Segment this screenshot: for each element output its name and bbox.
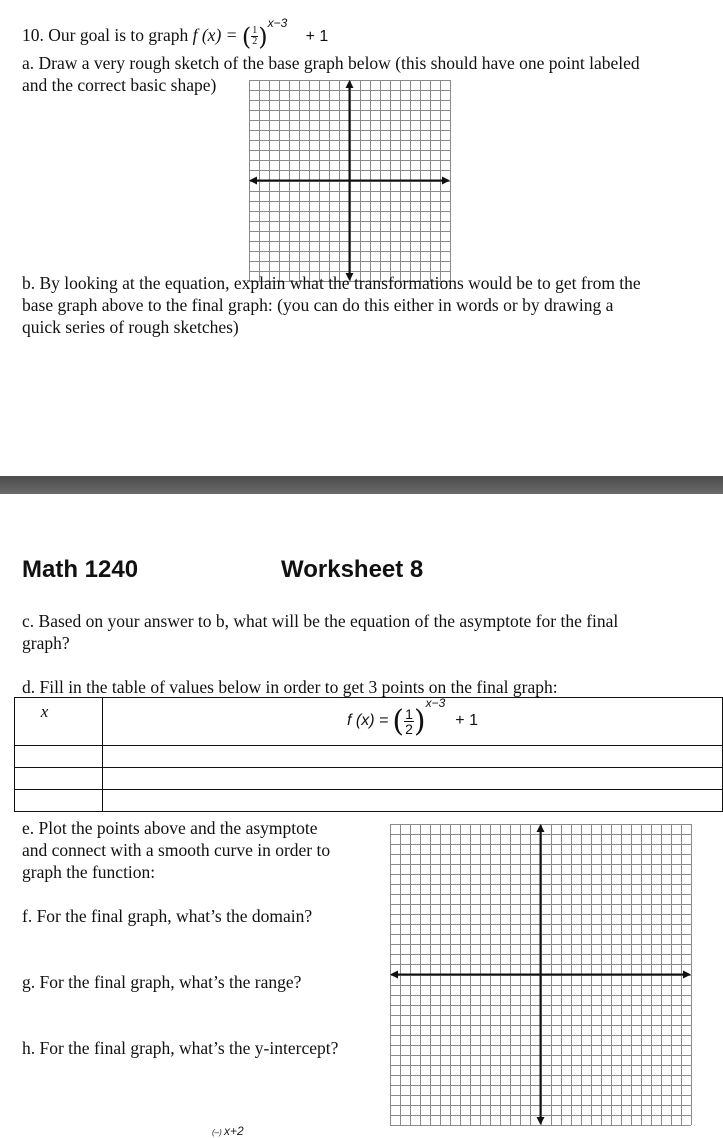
part-f-question: f. For the final graph, what’s the domain? bbox=[22, 906, 313, 926]
y-axis-down-arrow bbox=[537, 1117, 545, 1125]
fx-header: f (x) = bbox=[347, 712, 389, 730]
base-fraction: $\frac{1}{2}$ bbox=[252, 25, 258, 48]
x-value-cell[interactable] bbox=[15, 790, 103, 812]
exponent: x−3 bbox=[267, 16, 288, 30]
table-plus-one: + 1 bbox=[455, 712, 478, 730]
fx-value-cell[interactable] bbox=[103, 746, 723, 768]
part-c-line1: c. Based on your answer to b, what will be the equation of the asymptote for the final bbox=[22, 611, 619, 631]
x-axis-left-arrow bbox=[390, 971, 398, 979]
base-graph-grid[interactable] bbox=[249, 80, 451, 282]
part-e-line3: graph the function: bbox=[22, 862, 156, 882]
cutoff-text: x+2 bbox=[224, 1124, 244, 1138]
course-title: Math 1240 bbox=[22, 556, 139, 583]
y-axis-up-arrow bbox=[346, 80, 354, 88]
part-g-question: g. For the final graph, what’s the range? bbox=[22, 972, 302, 992]
part-b-line3: quick series of rough sketches) bbox=[22, 317, 239, 337]
table-exponent: x−3 bbox=[425, 696, 446, 711]
values-table bbox=[14, 697, 723, 812]
header-x-cell bbox=[15, 698, 103, 746]
part-e-line2: and connect with a smooth curve in order to bbox=[22, 840, 331, 860]
plus-one: + 1 bbox=[305, 28, 329, 45]
header-fx-cell: f (x) = ( $\frac{1}{2}$ )$^{x-3}$ + 1 bbox=[103, 698, 723, 746]
x-value-cell[interactable] bbox=[15, 746, 103, 768]
worksheet-title: Worksheet 8 bbox=[281, 556, 424, 583]
part-e-line1: e. Plot the points above and the asymptote bbox=[22, 818, 318, 838]
x-axis-right-arrow bbox=[683, 971, 691, 979]
x-axis-left-arrow bbox=[249, 177, 257, 185]
cutoff-fragment: (–) x+2 bbox=[212, 1124, 244, 1138]
table-row bbox=[15, 790, 723, 812]
part-b-line2: base graph above to the final graph: (you can do this either in words or by drawing a bbox=[22, 295, 614, 315]
part-b-line1: b. By looking at the equation, explain what the transformations would be to get from the bbox=[22, 273, 641, 293]
part-a-line2: and the correct basic shape) bbox=[22, 75, 217, 95]
page-divider bbox=[0, 476, 723, 494]
x-header: x bbox=[40, 702, 49, 721]
problem-number: 10. Our goal is to graph bbox=[22, 25, 189, 45]
part-d-text: d. Fill in the table of values below in order to get 3 points on the final graph: bbox=[22, 677, 558, 697]
table-base-fraction: $\frac{1}{2}$ bbox=[405, 706, 413, 737]
part-h-question: h. For the final graph, what’s the y-intercept? bbox=[22, 1038, 339, 1058]
table-header-row bbox=[15, 698, 723, 746]
fx-value-cell[interactable] bbox=[103, 790, 723, 812]
problem-statement: 10. Our goal is to graph f (x) = ( $\frac{1}{2}$ )$^{x-3}$ + 1 bbox=[22, 16, 329, 51]
part-a-line1: a. Draw a very rough sketch of the base graph below (this should have one point labeled bbox=[22, 53, 640, 73]
part-c-line2: graph? bbox=[22, 633, 70, 653]
x-value-cell[interactable] bbox=[15, 768, 103, 790]
fx-value-cell[interactable] bbox=[103, 768, 723, 790]
table-row bbox=[15, 746, 723, 768]
y-axis-up-arrow bbox=[537, 824, 545, 832]
x-axis-right-arrow bbox=[442, 177, 450, 185]
function-label: f (x) = bbox=[192, 25, 238, 45]
final-graph-grid[interactable] bbox=[390, 824, 692, 1126]
table-row bbox=[15, 768, 723, 790]
